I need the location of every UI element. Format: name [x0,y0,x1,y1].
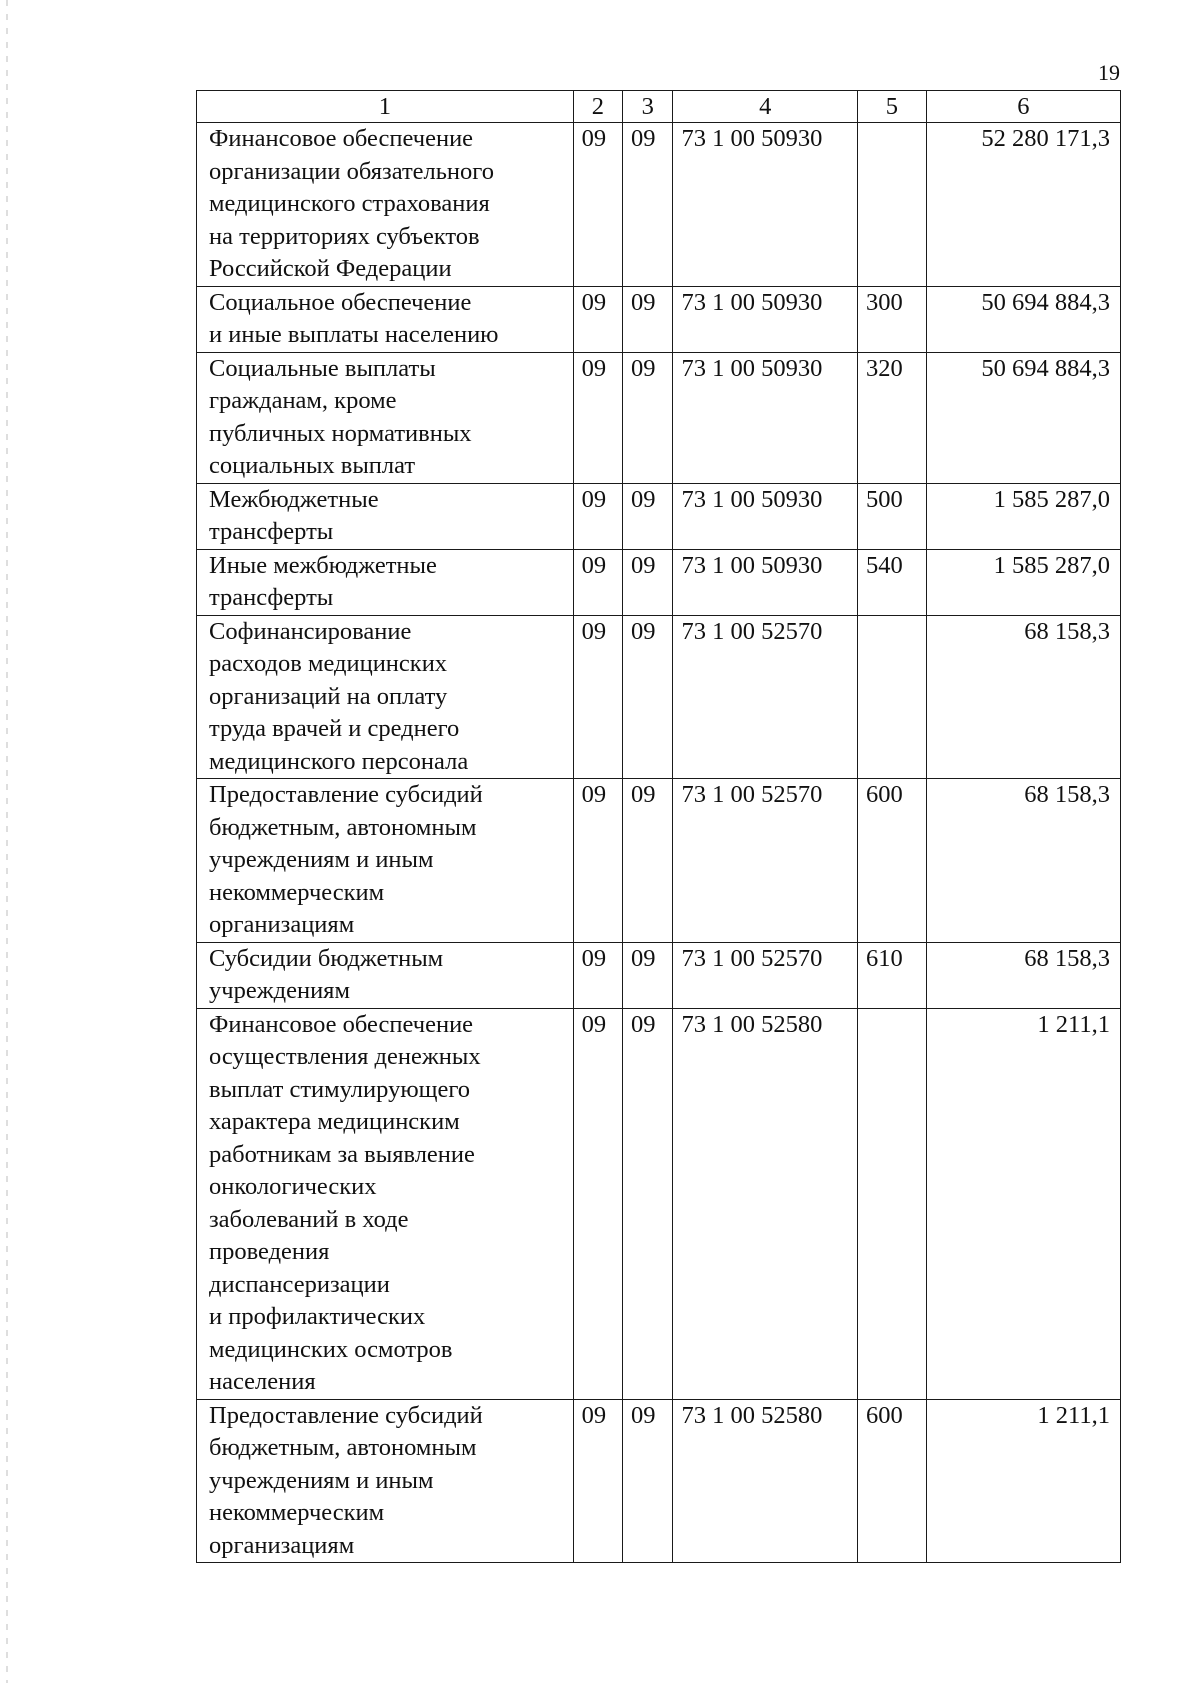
row-section: 09 [573,615,622,779]
row-subsection: 09 [623,123,673,287]
row-section: 09 [573,942,622,1008]
row-target-article: 73 1 00 50930 [673,123,858,287]
row-section: 09 [573,123,622,287]
header-col-3: 3 [623,91,673,123]
row-subsection: 09 [623,779,673,943]
row-expense-type [858,615,927,779]
row-expense-type: 600 [858,779,927,943]
row-target-article: 73 1 00 52580 [673,1008,858,1399]
budget-table [196,90,1121,1563]
row-section: 09 [573,549,622,615]
table-row [197,615,1121,779]
row-amount: 68 158,3 [926,779,1120,943]
header-col-6: 6 [926,91,1120,123]
row-amount: 68 158,3 [926,942,1120,1008]
row-name: Финансовое обеспечение осуществления денежных выплат стимулирующего характера медицинским работникам за выявление онкологических заболеваний в ходе проведения диспансеризации и профилактических медицинских осмотров населения [197,1008,574,1399]
row-target-article: 73 1 00 52570 [673,779,858,943]
header-col-2: 2 [573,91,622,123]
table-row [197,1399,1121,1563]
row-subsection: 09 [623,942,673,1008]
header-col-5: 5 [858,91,927,123]
table-row [197,352,1121,483]
row-subsection: 09 [623,352,673,483]
table-row [197,1008,1121,1399]
row-expense-type: 610 [858,942,927,1008]
table-row [197,779,1121,943]
row-subsection: 09 [623,1008,673,1399]
row-amount: 50 694 884,3 [926,286,1120,352]
row-section: 09 [573,1399,622,1563]
header-col-1: 1 [197,91,574,123]
row-section: 09 [573,483,622,549]
row-name: Субсидии бюджетным учреждениям [197,942,574,1008]
table-row [197,549,1121,615]
row-section: 09 [573,352,622,483]
row-name: Межбюджетные трансферты [197,483,574,549]
row-amount: 1 211,1 [926,1008,1120,1399]
row-expense-type: 600 [858,1399,927,1563]
row-name: Предоставление субсидий бюджетным, автономным учреждениям и иным некоммерческим организациям [197,779,574,943]
row-amount: 1 585 287,0 [926,549,1120,615]
row-target-article: 73 1 00 50930 [673,483,858,549]
row-name: Социальные выплаты гражданам, кроме публичных нормативных социальных выплат [197,352,574,483]
row-target-article: 73 1 00 50930 [673,549,858,615]
row-expense-type: 500 [858,483,927,549]
row-name: Предоставление субсидий бюджетным, автономным учреждениям и иным некоммерческим организациям [197,1399,574,1563]
row-subsection: 09 [623,286,673,352]
table-row [197,942,1121,1008]
row-section: 09 [573,779,622,943]
row-expense-type [858,123,927,287]
row-subsection: 09 [623,549,673,615]
row-target-article: 73 1 00 52570 [673,615,858,779]
row-expense-type: 540 [858,549,927,615]
row-subsection: 09 [623,483,673,549]
row-expense-type: 320 [858,352,927,483]
header-row [197,91,1121,123]
table-row [197,483,1121,549]
row-name: Финансовое обеспечение организации обязательного медицинского страхования на территориях субъектов Российской Федерации [197,123,574,287]
row-amount: 50 694 884,3 [926,352,1120,483]
row-target-article: 73 1 00 52570 [673,942,858,1008]
row-section: 09 [573,1008,622,1399]
row-subsection: 09 [623,615,673,779]
row-name: Социальное обеспечение и иные выплаты населению [197,286,574,352]
row-name: Софинансирование расходов медицинских организаций на оплату труда врачей и среднего медицинского персонала [197,615,574,779]
row-expense-type: 300 [858,286,927,352]
row-section: 09 [573,286,622,352]
scan-edge-artifact [6,0,8,1683]
table-row [197,123,1121,287]
row-name: Иные межбюджетные трансферты [197,549,574,615]
row-amount: 1 585 287,0 [926,483,1120,549]
row-target-article: 73 1 00 52580 [673,1399,858,1563]
header-col-4: 4 [673,91,858,123]
page-number: 19 [1098,60,1120,85]
row-target-article: 73 1 00 50930 [673,286,858,352]
row-amount: 68 158,3 [926,615,1120,779]
row-expense-type [858,1008,927,1399]
row-amount: 52 280 171,3 [926,123,1120,287]
row-target-article: 73 1 00 50930 [673,352,858,483]
row-subsection: 09 [623,1399,673,1563]
table-row [197,286,1121,352]
row-amount: 1 211,1 [926,1399,1120,1563]
